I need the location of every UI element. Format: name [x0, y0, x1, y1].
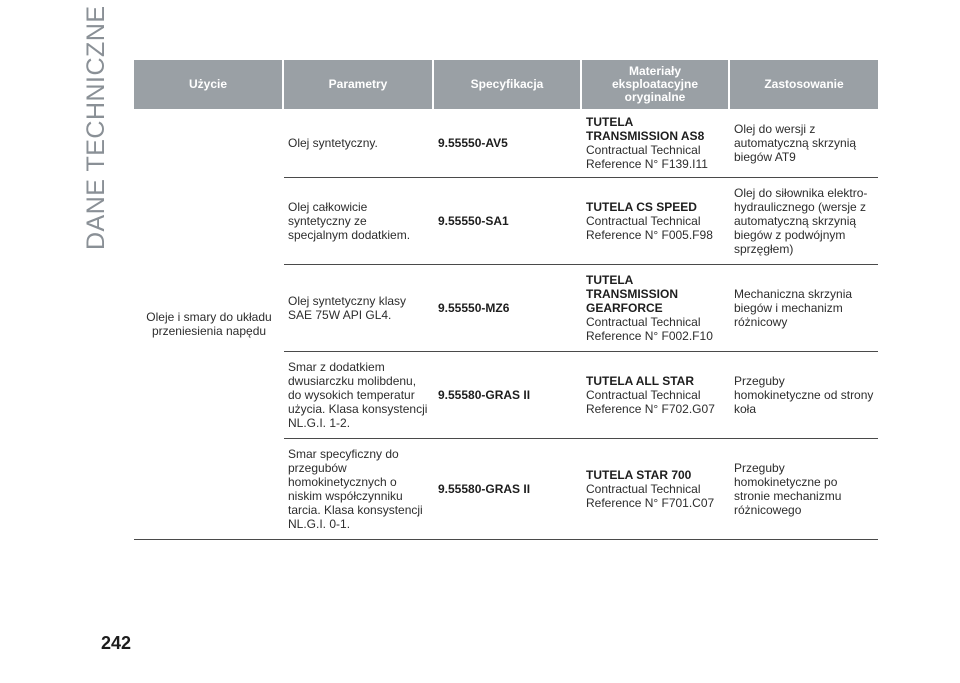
- material-reference-line2: Reference N° F005.F98: [586, 228, 713, 242]
- table-row: [134, 109, 878, 178]
- material-reference-line2: Reference N° F702.G07: [586, 402, 715, 416]
- parameters-cell: Olej całkowicie syntetyczny ze specjalnym dodatkiem.: [284, 178, 434, 265]
- specification-code: 9.55580-GRAS II: [438, 482, 531, 496]
- header-parameters: Parametry: [284, 60, 434, 109]
- specification-code: 9.55550-MZ6: [438, 301, 510, 315]
- material-cell: [582, 265, 730, 352]
- material-reference-line2: Reference N° F139.I11: [586, 157, 708, 171]
- specification-cell: [434, 265, 582, 352]
- material-reference-line1: Contractual Technical: [586, 482, 701, 496]
- section-side-title: [76, 5, 116, 250]
- header-usage: Użycie: [134, 60, 284, 109]
- material-name: TUTELA STAR 700: [586, 468, 692, 482]
- material-reference-line1: Contractual Technical: [586, 315, 701, 329]
- material-reference-line1: Contractual Technical: [586, 214, 701, 228]
- table-header-row: [134, 60, 878, 109]
- material-reference-line2: Reference N° F002.F10: [586, 329, 713, 343]
- parameters-cell: Smar specyficzny do przegubów homokinetycznych o niskim współczynniku tarcia. Klasa konsystencji NL.G.I. 0-1.: [284, 439, 434, 540]
- usage-cell: Oleje i smary do układu przeniesienia napędu: [134, 109, 284, 540]
- material-cell: [582, 109, 730, 178]
- material-reference-line1: Contractual Technical: [586, 388, 701, 402]
- material-name: TUTELA TRANSMISSION GEARFORCE: [586, 273, 679, 315]
- header-application: Zastosowanie: [730, 60, 878, 109]
- material-cell: [582, 439, 730, 540]
- material-cell: [582, 352, 730, 439]
- application-cell: Mechaniczna skrzynia biegów i mechanizm różnicowy: [730, 265, 878, 352]
- lubricants-table: [134, 60, 878, 540]
- specification-code: 9.55550-SA1: [438, 214, 509, 228]
- material-cell: [582, 178, 730, 265]
- material-name: TUTELA CS SPEED: [586, 200, 697, 214]
- application-cell: Przeguby homokinetyczne od strony koła: [730, 352, 878, 439]
- specification-cell: [434, 439, 582, 540]
- specification-cell: [434, 352, 582, 439]
- specification-cell: [434, 109, 582, 178]
- material-reference-line2: Reference N° F701.C07: [586, 496, 715, 510]
- header-specification: Specyfikacja: [434, 60, 582, 109]
- application-cell: Olej do siłownika elektro-hydraulicznego (wersje z automatyczną skrzynią biegów z podwójnym sprzęgłem): [730, 178, 878, 265]
- section-title-text: DANE TECHNICZNE: [82, 5, 110, 250]
- parameters-cell: Olej syntetyczny.: [284, 109, 434, 178]
- application-cell: Przeguby homokinetyczne po stronie mechanizmu różnicowego: [730, 439, 878, 540]
- page-number: 242: [101, 633, 132, 653]
- parameters-cell: Smar z dodatkiem dwusiarczku molibdenu, do wysokich temperatur użycia. Klasa konsystencji NL.G.I. 1-2.: [284, 352, 434, 439]
- material-reference-line1: Contractual Technical: [586, 143, 701, 157]
- header-materials: Materiały eksploatacyjne oryginalne: [582, 60, 730, 109]
- material-name: TUTELA TRANSMISSION AS8: [586, 115, 705, 143]
- material-name: TUTELA ALL STAR: [586, 374, 694, 388]
- specification-cell: [434, 178, 582, 265]
- specification-code: 9.55550-AV5: [438, 136, 508, 150]
- parameters-cell: Olej syntetyczny klasy SAE 75W API GL4.: [284, 265, 434, 352]
- application-cell: Olej do wersji z automatyczną skrzynią biegów AT9: [730, 109, 878, 178]
- specification-code: 9.55580-GRAS II: [438, 388, 531, 402]
